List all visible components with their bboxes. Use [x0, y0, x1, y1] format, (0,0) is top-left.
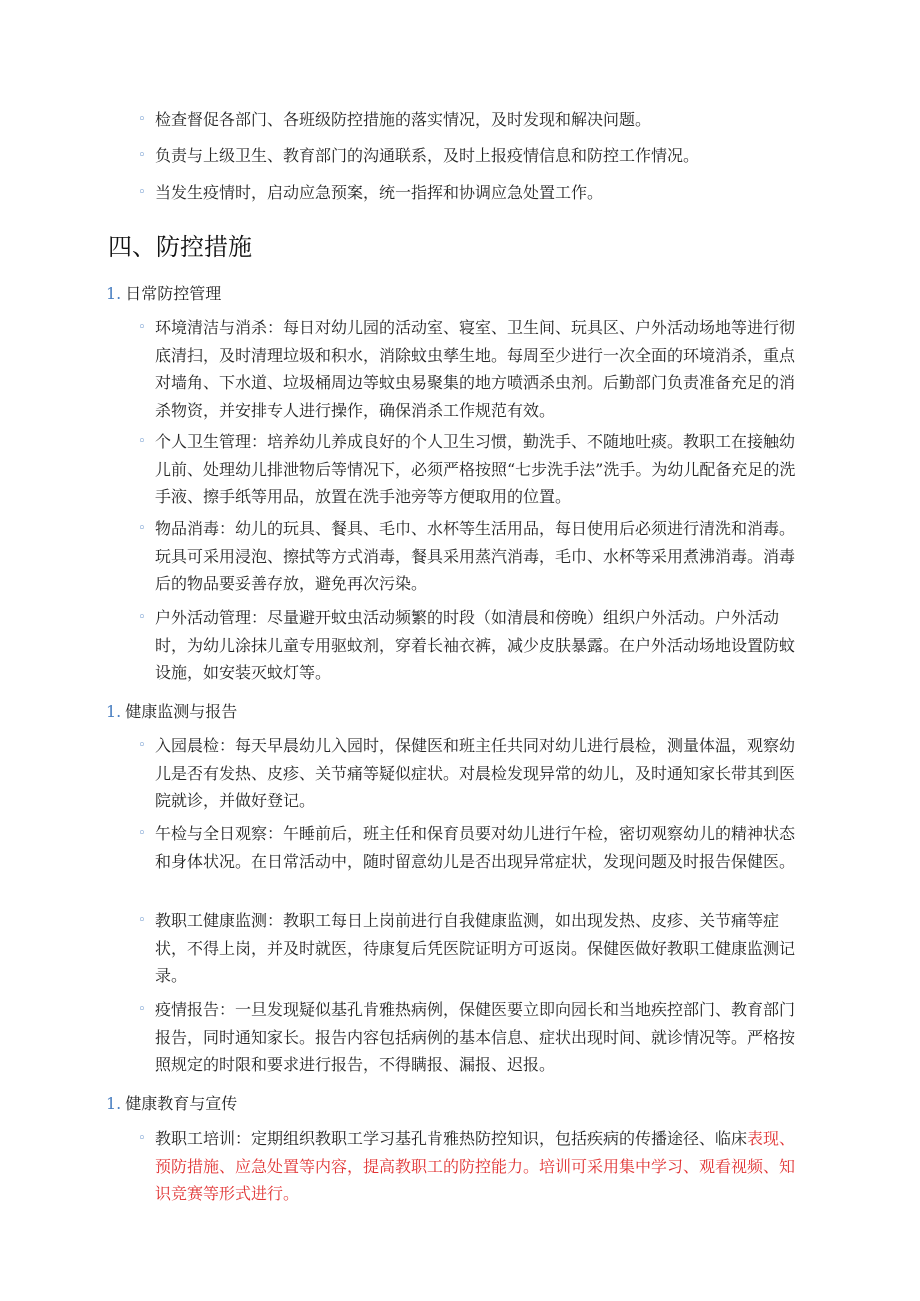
list-item-text [155, 1125, 810, 1208]
bullet-marker: ◦ [138, 1002, 146, 1017]
list-item-text: 疫情报告：一旦发现疑似基孔肯雅热病例，保健医要立即向园长和当地疾控部门、教育部门报告，同时通知家长。报告内容包括病例的基本信息、症状出现时间、就诊情况等。严格按照规定的时限和要求进行报告，不得瞒报、漏报、迟报。 [155, 1000, 796, 1074]
list-item-text: 个人卫生管理：培养幼儿养成良好的个人卫生习惯，勤洗手、不随地吐痰。教职工在接触幼儿前、处理幼儿排泄物后等情况下，必须严格按照“七步洗手法”洗手。为幼儿配备充足的洗手液、擦手纸等用品，放置在洗手池旁等方便取用的位置。 [155, 432, 796, 506]
list-item [138, 428, 810, 511]
bullet-marker: ◦ [138, 112, 146, 127]
text-normal: 教职工培训：定期组织教职工学习基孔肯雅热防控知识，包括疾病的传播途径、临床 [155, 1129, 748, 1148]
subsection-title: 日常防控管理 [125, 284, 222, 303]
bullet-marker: ◦ [138, 148, 146, 163]
list-item-text: 午检与全日观察：午睡前后，班主任和保育员要对幼儿进行午检，密切观察幼儿的精神状态和身体状况。在日常活动中，随时留意幼儿是否出现异常症状，发现问题及时报告保健医。 [155, 824, 796, 871]
list-item-text: 负责与上级卫生、教育部门的沟通联系，及时上报疫情信息和防控工作情况。 [155, 146, 700, 165]
bullet-marker: ◦ [138, 434, 146, 449]
list-item [138, 732, 810, 815]
list-number: 1. [106, 284, 122, 303]
bullet-marker: ◦ [138, 826, 146, 841]
bullet-marker: ◦ [138, 913, 146, 928]
subsection-heading [106, 282, 221, 306]
list-item [138, 1125, 810, 1208]
list-item [138, 142, 810, 170]
bullet-marker: ◦ [138, 1131, 146, 1146]
subsection-title: 健康教育与宣传 [125, 1094, 238, 1113]
bullet-marker: ◦ [138, 738, 146, 753]
list-item [138, 106, 810, 134]
list-item-text: 检查督促各部门、各班级防控措施的落实情况，及时发现和解决问题。 [155, 110, 652, 129]
subsection-heading [106, 700, 237, 724]
list-item-text: 入园晨检：每天早晨幼儿入园时，保健医和班主任共同对幼儿进行晨检，测量体温，观察幼儿是否有发热、皮疹、关节痛等疑似症状。对晨检发现异常的幼儿，及时通知家长带其到医院就诊，并做好登记。 [155, 736, 796, 810]
subsection-title: 健康监测与报告 [125, 702, 238, 721]
bullet-marker: ◦ [138, 185, 146, 200]
list-item [138, 996, 810, 1079]
list-number: 1. [106, 702, 122, 721]
list-item-text: 物品消毒：幼儿的玩具、餐具、毛巾、水杯等生活用品，每日使用后必须进行清洗和消毒。玩具可采用浸泡、擦拭等方式消毒，餐具采用蒸汽消毒，毛巾、水杯等采用煮沸消毒。消毒后的物品要妥善存放，避免再次污染。 [155, 519, 796, 593]
list-item-text: 教职工健康监测：教职工每日上岗前进行自我健康监测，如出现发热、皮疹、关节痛等症状，不得上岗，并及时就医，待康复后凭医院证明方可返岗。保健医做好教职工健康监测记录。 [155, 911, 796, 985]
list-item [138, 515, 810, 598]
list-item [138, 604, 810, 687]
text-highlight-red: 表现、预防措施、应急处置等内容，提高教职工的防控能力。培训可采用集中学习、观看视频、知识竞赛等形式进行。 [155, 1129, 796, 1203]
bullet-marker: ◦ [138, 521, 146, 536]
bullet-marker: ◦ [138, 320, 146, 335]
subsection-heading [106, 1092, 237, 1116]
list-number: 1. [106, 1094, 122, 1113]
list-item-text: 户外活动管理：尽量避开蚊虫活动频繁的时段（如清晨和傍晚）组织户外活动。户外活动时，为幼儿涂抹儿童专用驱蚊剂，穿着长袖衣裤，减少皮肤暴露。在户外活动场地设置防蚊设施，如安装灭蚊灯等。 [155, 608, 796, 682]
list-item-text: 环境清洁与消杀：每日对幼儿园的活动室、寝室、卫生间、玩具区、户外活动场地等进行彻底清扫，及时清理垃圾和积水，消除蚊虫孳生地。每周至少进行一次全面的环境消杀，重点对墙角、下水道、垃圾桶周边等蚊虫易聚集的地方喷洒杀虫剂。后勤部门负责准备充足的消杀物资，并安排专人进行操作，确保消杀工作规范有效。 [155, 318, 796, 420]
section-heading: 四、防控措施 [108, 233, 252, 261]
list-item-text: 当发生疫情时，启动应急预案，统一指挥和协调应急处置工作。 [155, 183, 604, 202]
list-item [138, 820, 810, 875]
list-item [138, 314, 810, 424]
list-item [138, 907, 810, 990]
bullet-marker: ◦ [138, 610, 146, 625]
list-item [138, 179, 810, 207]
